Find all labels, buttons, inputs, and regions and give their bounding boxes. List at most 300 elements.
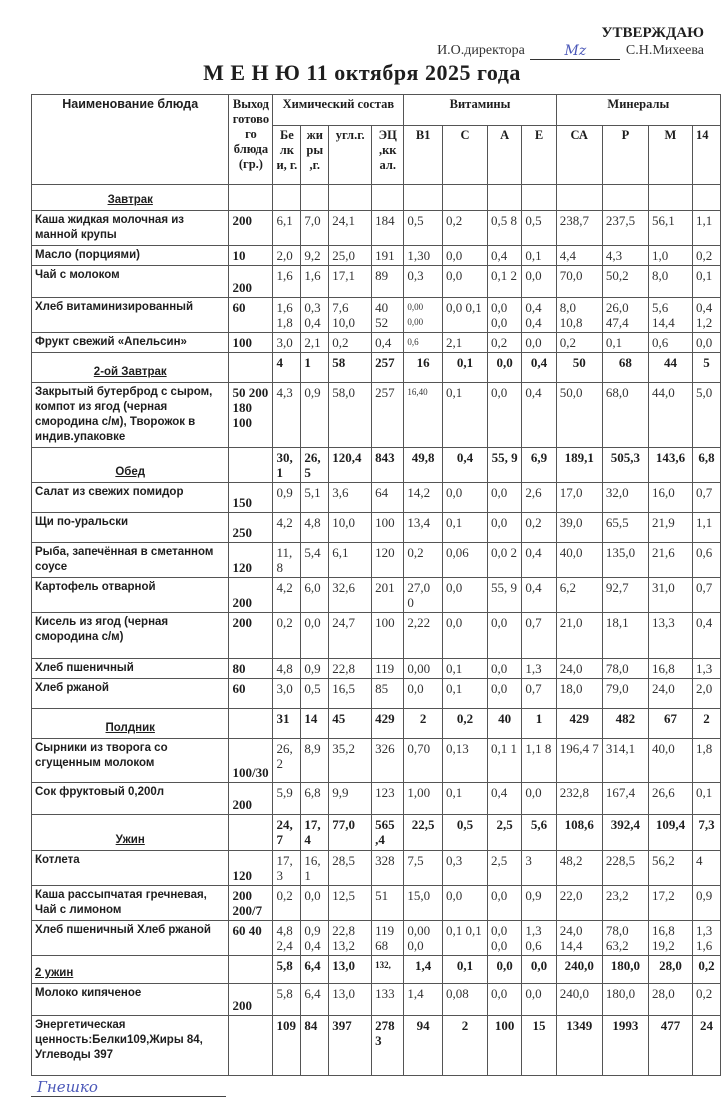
value-ca: 429 [556, 709, 602, 739]
dish-name: Салат из свежих помидор [32, 483, 229, 513]
value-b1: 2,22 [404, 613, 443, 659]
value-protein: 17, 3 [273, 851, 301, 886]
table-row [32, 211, 721, 246]
value-fe: 1,3 [692, 659, 720, 679]
dish-name: Сырники из творога со сгущенным молоком [32, 739, 229, 783]
value-a: 100 [488, 1016, 522, 1076]
value-ca: 39,0 [556, 513, 602, 543]
value-m: 40,0 [648, 739, 692, 783]
value-m [648, 185, 692, 211]
value-fe: 0,0 [692, 333, 720, 353]
table-row [32, 298, 721, 333]
dish-yield [229, 956, 273, 984]
value-m: 8,0 [648, 266, 692, 298]
value-m: 143,6 [648, 448, 692, 483]
value-e: 0,7 [522, 679, 556, 709]
dish-yield: 200 [229, 783, 273, 815]
value-ca: 1349 [556, 1016, 602, 1076]
value-p [602, 185, 648, 211]
value-c: 0,0 [442, 246, 487, 266]
value-c: 0,13 [442, 739, 487, 783]
table-row [32, 783, 721, 815]
value-carbs: 35,2 [329, 739, 372, 783]
section-title: Полдник [32, 709, 229, 739]
value-a: 0,0 [488, 659, 522, 679]
dish-yield: 200 [229, 211, 273, 246]
value-ca: 24,0 14,4 [556, 921, 602, 956]
value-m: 16,8 19,2 [648, 921, 692, 956]
value-a: 0,4 [488, 783, 522, 815]
value-p: 0,1 [602, 333, 648, 353]
value-b1: 1,00 [404, 783, 443, 815]
col-fe-header: 14 [692, 126, 720, 185]
minerals-group-header: Минералы [556, 95, 720, 126]
value-fe: 5 [692, 353, 720, 383]
value-energy: 123 [372, 783, 404, 815]
value-fe: 1,1 [692, 211, 720, 246]
value-a [488, 185, 522, 211]
value-carbs: 3,6 [329, 483, 372, 513]
value-carbs: 22,8 [329, 659, 372, 679]
value-energy: 85 [372, 679, 404, 709]
menu-body [32, 185, 721, 1076]
section-title: 2-ой Завтрак [32, 353, 229, 383]
value-e: 1 [522, 709, 556, 739]
value-a: 0,0 2 [488, 543, 522, 578]
value-ca: 18,0 [556, 679, 602, 709]
dish-yield: 80 [229, 659, 273, 679]
table-row [32, 578, 721, 613]
dish-yield: 150 [229, 483, 273, 513]
value-energy: 257 [372, 353, 404, 383]
value-carbs: 7,6 10,0 [329, 298, 372, 333]
section-row [32, 185, 721, 211]
value-p: 314,1 [602, 739, 648, 783]
value-p: 32,0 [602, 483, 648, 513]
value-m: 28,0 [648, 984, 692, 1016]
value-fat: 0,5 [301, 679, 329, 709]
value-m: 44 [648, 353, 692, 383]
value-energy: 0,4 [372, 333, 404, 353]
value-carbs: 77,0 [329, 815, 372, 851]
value-p: 23,2 [602, 886, 648, 921]
value-a: 2,5 [488, 851, 522, 886]
value-fat: 5,4 [301, 543, 329, 578]
value-energy: 64 [372, 483, 404, 513]
value-e: 0,5 [522, 211, 556, 246]
value-fe: 0,9 [692, 886, 720, 921]
table-row [32, 984, 721, 1016]
value-m: 24,0 [648, 679, 692, 709]
value-carbs [329, 185, 372, 211]
value-e: 6,9 [522, 448, 556, 483]
value-carbs: 58 [329, 353, 372, 383]
value-protein: 1,6 1,8 [273, 298, 301, 333]
col-fat-header: жи ры ,г. [301, 126, 329, 185]
value-b1: 0,0 [404, 679, 443, 709]
value-a: 40 [488, 709, 522, 739]
value-ca: 232,8 [556, 783, 602, 815]
value-carbs: 58,0 [329, 383, 372, 448]
dish-name: Щи по-уральски [32, 513, 229, 543]
value-carbs: 32,6 [329, 578, 372, 613]
value-protein: 2,0 [273, 246, 301, 266]
value-protein: 5,8 [273, 956, 301, 984]
value-b1: 15,0 [404, 886, 443, 921]
value-protein: 1,6 [273, 266, 301, 298]
value-e: 0,0 [522, 956, 556, 984]
value-c: 0,3 [442, 851, 487, 886]
section-row [32, 956, 721, 984]
value-carbs: 6,1 [329, 543, 372, 578]
value-carbs: 45 [329, 709, 372, 739]
bottom-signature: Гнешко [37, 1078, 98, 1096]
dish-yield: 120 [229, 851, 273, 886]
col-c-header: С [442, 126, 487, 185]
value-b1: 0,00 0,00 [404, 298, 443, 333]
value-a: 0,0 [488, 483, 522, 513]
dish-yield: 60 [229, 298, 273, 333]
value-e: 0,0 [522, 984, 556, 1016]
value-m: 1,0 [648, 246, 692, 266]
table-row [32, 659, 721, 679]
value-fat: 0,0 [301, 613, 329, 659]
value-ca: 24,0 [556, 659, 602, 679]
value-fat: 5,1 [301, 483, 329, 513]
value-carbs: 25,0 [329, 246, 372, 266]
dish-yield [229, 1016, 273, 1076]
value-ca: 108,6 [556, 815, 602, 851]
value-fat: 0,9 [301, 659, 329, 679]
value-fe: 1,8 [692, 739, 720, 783]
dish-yield: 120 [229, 543, 273, 578]
table-row [32, 246, 721, 266]
value-c: 0,06 [442, 543, 487, 578]
value-fe: 0,6 [692, 543, 720, 578]
value-c [442, 185, 487, 211]
section-row [32, 353, 721, 383]
value-a: 0,0 [488, 679, 522, 709]
dish-name: Хлеб ржаной [32, 679, 229, 709]
dish-yield: 200 [229, 578, 273, 613]
value-p: 26,0 47,4 [602, 298, 648, 333]
value-b1: 49,8 [404, 448, 443, 483]
value-ca: 4,4 [556, 246, 602, 266]
dish-name: Хлеб пшеничный Хлеб ржаной [32, 921, 229, 956]
value-b1: 7,5 [404, 851, 443, 886]
chem-group-header: Химический состав [273, 95, 404, 126]
value-fat: 1 [301, 353, 329, 383]
dish-name: Рыба, запечённая в сметанном соусе [32, 543, 229, 578]
value-c: 0,1 [442, 383, 487, 448]
value-ca: 48,2 [556, 851, 602, 886]
value-m: 109,4 [648, 815, 692, 851]
value-energy: 40 52 [372, 298, 404, 333]
dish-name: Каша рассыпчатая гречневая, Чай с лимоном [32, 886, 229, 921]
col-m-header: М [648, 126, 692, 185]
table-row [32, 921, 721, 956]
value-protein: 5,8 [273, 984, 301, 1016]
value-fat: 6,4 [301, 956, 329, 984]
value-fat: 6,0 [301, 578, 329, 613]
value-energy: 328 [372, 851, 404, 886]
value-b1: 16,40 [404, 383, 443, 448]
approve-label: УТВЕРЖДАЮ [601, 25, 704, 41]
value-fat: 26, 5 [301, 448, 329, 483]
value-energy: 429 [372, 709, 404, 739]
value-fat: 6,4 [301, 984, 329, 1016]
value-fe: 6,8 [692, 448, 720, 483]
col-p-header: Р [602, 126, 648, 185]
dish-name: Чай с молоком [32, 266, 229, 298]
header-row-groups [32, 95, 721, 126]
value-a: 0,0 [488, 383, 522, 448]
value-energy: 184 [372, 211, 404, 246]
value-a: 0,0 0,0 [488, 921, 522, 956]
value-p: 228,5 [602, 851, 648, 886]
value-fat [301, 185, 329, 211]
value-carbs: 10,0 [329, 513, 372, 543]
value-carbs: 24,1 [329, 211, 372, 246]
vitamins-group-header: Витамины [404, 95, 556, 126]
value-b1: 22,5 [404, 815, 443, 851]
bottom-signature-line [31, 1078, 226, 1097]
value-a: 0,0 [488, 984, 522, 1016]
value-protein: 0,2 [273, 886, 301, 921]
value-carbs: 397 [329, 1016, 372, 1076]
value-e: 5,6 [522, 815, 556, 851]
value-carbs: 0,2 [329, 333, 372, 353]
value-protein: 109 [273, 1016, 301, 1076]
value-b1: 1,30 [404, 246, 443, 266]
table-row [32, 543, 721, 578]
value-fat: 14 [301, 709, 329, 739]
dish-yield: 10 [229, 246, 273, 266]
value-e: 15 [522, 1016, 556, 1076]
value-c: 2 [442, 1016, 487, 1076]
value-energy: 191 [372, 246, 404, 266]
value-energy: 201 [372, 578, 404, 613]
col-name-header: Наименование блюда [32, 95, 229, 185]
value-ca: 0,2 [556, 333, 602, 353]
value-protein: 4,2 [273, 578, 301, 613]
value-ca: 50 [556, 353, 602, 383]
col-ca-header: СА [556, 126, 602, 185]
dish-yield [229, 448, 273, 483]
value-e: 0,0 [522, 266, 556, 298]
dish-yield: 200 [229, 613, 273, 659]
value-protein: 4,8 2,4 [273, 921, 301, 956]
value-p: 68,0 [602, 383, 648, 448]
value-p: 68 [602, 353, 648, 383]
value-fe: 1,1 [692, 513, 720, 543]
director-name: С.Н.Михеева [625, 43, 704, 58]
value-ca: 240,0 [556, 984, 602, 1016]
value-m: 17,2 [648, 886, 692, 921]
value-m: 44,0 [648, 383, 692, 448]
dish-name: Фрукт свежий «Апельсин» [32, 333, 229, 353]
dish-name: Котлета [32, 851, 229, 886]
value-p: 180,0 [602, 984, 648, 1016]
value-carbs: 16,5 [329, 679, 372, 709]
value-ca: 40,0 [556, 543, 602, 578]
value-a: 0,1 2 [488, 266, 522, 298]
dish-yield: 60 40 [229, 921, 273, 956]
value-m: 67 [648, 709, 692, 739]
value-c: 0,0 [442, 886, 487, 921]
dish-name: Масло (порциями) [32, 246, 229, 266]
value-c: 0,0 [442, 483, 487, 513]
value-m: 0,6 [648, 333, 692, 353]
col-energy-header: ЭЦ ,кк ал. [372, 126, 404, 185]
value-c: 0,08 [442, 984, 487, 1016]
value-ca: 189,1 [556, 448, 602, 483]
value-p: 92,7 [602, 578, 648, 613]
value-p: 78,0 63,2 [602, 921, 648, 956]
value-c: 0,0 [442, 578, 487, 613]
value-m: 28,0 [648, 956, 692, 984]
dish-yield: 100 [229, 333, 273, 353]
table-row [32, 679, 721, 709]
value-b1: 0,3 [404, 266, 443, 298]
value-protein: 31 [273, 709, 301, 739]
value-b1: 0,2 [404, 543, 443, 578]
table-row [32, 886, 721, 921]
value-m: 26,6 [648, 783, 692, 815]
value-m: 31,0 [648, 578, 692, 613]
value-e: 0,9 [522, 886, 556, 921]
value-ca: 17,0 [556, 483, 602, 513]
value-c: 0,1 [442, 513, 487, 543]
value-e: 0,4 [522, 353, 556, 383]
value-c: 0,0 [442, 266, 487, 298]
value-fat: 9,2 [301, 246, 329, 266]
value-fe: 1,3 1,6 [692, 921, 720, 956]
col-yield-header: Выход готово го блюда (гр.) [229, 95, 273, 185]
value-e: 3 [522, 851, 556, 886]
value-a: 0,1 1 [488, 739, 522, 783]
value-carbs: 120,4 [329, 448, 372, 483]
value-protein: 3,0 [273, 333, 301, 353]
value-protein: 3,0 [273, 679, 301, 709]
dish-yield: 50 200 180 100 [229, 383, 273, 448]
value-e: 0,1 [522, 246, 556, 266]
value-b1: 16 [404, 353, 443, 383]
signature-line [530, 43, 620, 60]
value-fe: 0,4 [692, 613, 720, 659]
dish-yield: 200 [229, 984, 273, 1016]
value-energy: 89 [372, 266, 404, 298]
value-e: 0,4 0,4 [522, 298, 556, 333]
value-m: 21,9 [648, 513, 692, 543]
value-protein: 26, 2 [273, 739, 301, 783]
col-a-header: А [488, 126, 522, 185]
value-protein: 6,1 [273, 211, 301, 246]
value-ca: 240,0 [556, 956, 602, 984]
value-e: 0,0 [522, 783, 556, 815]
value-c: 0,1 [442, 783, 487, 815]
value-ca: 21,0 [556, 613, 602, 659]
value-energy: 565 ,4 [372, 815, 404, 851]
value-b1: 0,70 [404, 739, 443, 783]
value-a: 0,0 [488, 613, 522, 659]
dish-name: Молоко кипяченое [32, 984, 229, 1016]
value-e: 1,1 8 [522, 739, 556, 783]
value-fat: 0,3 0,4 [301, 298, 329, 333]
dish-yield: 60 [229, 679, 273, 709]
dish-name: Сок фруктовый 0,200л [32, 783, 229, 815]
value-a: 0,0 0,0 [488, 298, 522, 333]
value-fat: 0,9 0,4 [301, 921, 329, 956]
value-ca: 50,0 [556, 383, 602, 448]
value-energy: 119 [372, 659, 404, 679]
value-ca: 8,0 10,8 [556, 298, 602, 333]
value-b1 [404, 185, 443, 211]
value-c: 0,2 [442, 211, 487, 246]
value-p: 65,5 [602, 513, 648, 543]
value-p: 4,3 [602, 246, 648, 266]
value-fe: 0,7 [692, 483, 720, 513]
dish-yield: 200 200/7 [229, 886, 273, 921]
dish-name: Кисель из ягод (черная смородина с/м) [32, 613, 229, 659]
value-m: 477 [648, 1016, 692, 1076]
value-carbs: 22,8 13,2 [329, 921, 372, 956]
dish-name: Энергетическая ценность:Белки109,Жиры 84, Углеводы 397 [32, 1016, 229, 1076]
value-fat: 6,8 [301, 783, 329, 815]
value-m: 16,0 [648, 483, 692, 513]
dish-yield: 250 [229, 513, 273, 543]
value-m: 5,6 14,4 [648, 298, 692, 333]
value-e: 2,6 [522, 483, 556, 513]
value-carbs: 9,9 [329, 783, 372, 815]
value-m: 56,1 [648, 211, 692, 246]
value-c: 0,1 [442, 659, 487, 679]
section-row [32, 448, 721, 483]
value-a: 0,0 [488, 956, 522, 984]
value-fe: 4 [692, 851, 720, 886]
value-e: 0,2 [522, 513, 556, 543]
value-a: 0,0 [488, 513, 522, 543]
table-row [32, 333, 721, 353]
value-p: 505,3 [602, 448, 648, 483]
value-b1: 94 [404, 1016, 443, 1076]
total-row [32, 1016, 721, 1076]
value-ca: 196,4 7 [556, 739, 602, 783]
value-ca: 6,2 [556, 578, 602, 613]
dish-yield [229, 353, 273, 383]
value-fat: 0,0 [301, 886, 329, 921]
section-title: 2 ужин [32, 956, 229, 984]
value-m: 16,8 [648, 659, 692, 679]
table-row [32, 513, 721, 543]
value-c: 0,0 0,1 [442, 298, 487, 333]
value-protein: 4,8 [273, 659, 301, 679]
value-fat: 8,9 [301, 739, 329, 783]
dish-name: Хлеб витаминизированный [32, 298, 229, 333]
value-p: 237,5 [602, 211, 648, 246]
value-a: 55, 9 [488, 578, 522, 613]
dish-name: Каша жидкая молочная из манной крупы [32, 211, 229, 246]
value-fe: 0,2 [692, 984, 720, 1016]
value-fe: 0,4 1,2 [692, 298, 720, 333]
director-title: И.О.директора [437, 43, 525, 58]
value-c: 0,1 [442, 679, 487, 709]
value-energy: 119 68 [372, 921, 404, 956]
value-energy: 100 [372, 613, 404, 659]
value-carbs: 17,1 [329, 266, 372, 298]
value-c: 0,4 [442, 448, 487, 483]
value-ca: 70,0 [556, 266, 602, 298]
